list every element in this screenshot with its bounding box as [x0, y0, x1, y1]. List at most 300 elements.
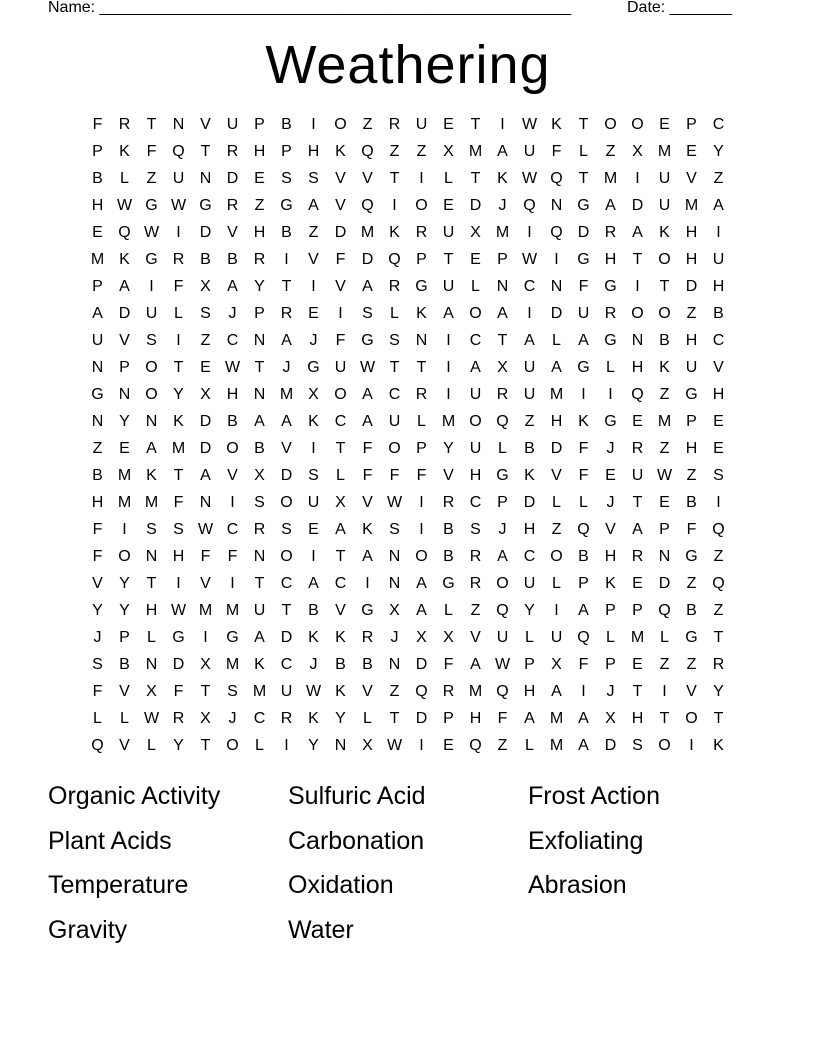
grid-cell: E [632, 656, 643, 673]
grid-cell: Q [469, 737, 482, 754]
grid-cell: V [227, 224, 238, 241]
grid-cell: I [608, 386, 613, 403]
grid-cell: O [388, 440, 401, 457]
grid-cell: N [496, 278, 509, 295]
grid-cell: V [362, 683, 373, 700]
grid-cell: Z [146, 170, 157, 187]
grid-cell: C [226, 521, 239, 538]
grid-cell: A [632, 224, 643, 241]
grid-cell: U [523, 359, 536, 376]
grid-cell: Q [577, 521, 590, 538]
grid-cell: A [713, 197, 724, 214]
grid-cell: C [280, 575, 293, 592]
grid-cell: M [495, 224, 510, 241]
grid-cell: S [254, 494, 265, 511]
grid-cell: N [631, 332, 644, 349]
grid-cell: V [335, 197, 346, 214]
grid-cell: U [91, 332, 104, 349]
grid-cell: O [334, 386, 347, 403]
grid-cell: F [443, 656, 454, 673]
grid-cell: C [469, 494, 482, 511]
grid-cell: J [606, 494, 615, 511]
grid-cell: I [176, 575, 181, 592]
grid-cell: V [335, 278, 346, 295]
grid-cell: I [284, 251, 289, 268]
grid-cell: O [334, 116, 347, 133]
grid-cell: I [419, 737, 424, 754]
grid-cell: A [308, 575, 319, 592]
grid-cell: G [415, 278, 428, 295]
grid-cell: B [362, 656, 373, 673]
grid-cell: O [550, 548, 563, 565]
grid-cell: J [309, 656, 318, 673]
grid-cell: B [92, 170, 103, 187]
grid-cell: E [254, 170, 265, 187]
grid-cell: U [631, 467, 644, 484]
grid-cell: H [631, 359, 644, 376]
grid-cell: L [336, 467, 345, 484]
grid-cell: P [632, 602, 643, 619]
grid-cell: C [523, 278, 536, 295]
grid-cell: L [552, 494, 561, 511]
grid-cell: M [549, 710, 564, 727]
grid-cell: O [226, 440, 239, 457]
grid-cell: B [686, 494, 697, 511]
grid-cell: G [604, 332, 617, 349]
grid-cell: P [686, 413, 697, 430]
grid-cell: R [442, 683, 455, 700]
grid-cell: V [362, 494, 373, 511]
grid-cell: N [145, 656, 158, 673]
grid-cell: D [199, 440, 212, 457]
grid-cell: X [254, 467, 265, 484]
grid-cell: B [227, 251, 238, 268]
grid-cell: I [446, 332, 451, 349]
grid-cell: M [252, 683, 267, 700]
grid-cell: G [145, 197, 158, 214]
grid-cell: M [630, 629, 645, 646]
grid-cell: O [631, 305, 644, 322]
grid-cell: K [551, 116, 562, 133]
grid-cell: M [657, 413, 672, 430]
word-list [48, 776, 768, 954]
grid-cell: L [93, 710, 102, 727]
grid-cell: B [254, 440, 265, 457]
grid-cell: N [118, 386, 131, 403]
grid-cell: I [392, 197, 397, 214]
grid-cell: Y [443, 440, 454, 457]
grid-cell: V [551, 467, 562, 484]
grid-cell: A [119, 278, 130, 295]
grid-cell: R [253, 251, 266, 268]
grid-cell: A [362, 413, 373, 430]
grid-cell: D [226, 170, 239, 187]
grid-cell: Q [118, 224, 131, 241]
word-list-item: Water [288, 915, 354, 944]
grid-cell: B [578, 548, 589, 565]
grid-cell: A [551, 683, 562, 700]
grid-cell: H [469, 710, 482, 727]
grid-cell: M [468, 683, 483, 700]
grid-cell: A [281, 413, 292, 430]
grid-cell: X [200, 656, 211, 673]
grid-cell: B [335, 656, 346, 673]
grid-cell: Q [658, 602, 671, 619]
grid-cell: N [388, 656, 401, 673]
grid-cell: U [577, 305, 590, 322]
grid-cell: X [362, 737, 373, 754]
grid-cell: P [119, 629, 130, 646]
grid-cell: J [93, 629, 102, 646]
grid-cell: N [91, 413, 104, 430]
word-search-grid [84, 111, 732, 759]
grid-cell: W [494, 656, 511, 673]
grid-cell: A [335, 521, 346, 538]
grid-cell: A [362, 278, 373, 295]
grid-cell: M [117, 494, 132, 511]
grid-cell: M [225, 656, 240, 673]
grid-cell: B [227, 413, 238, 430]
grid-cell: I [122, 521, 127, 538]
grid-cell: P [281, 143, 292, 160]
grid-cell: I [419, 170, 424, 187]
grid-cell: D [523, 494, 536, 511]
grid-cell: J [228, 710, 237, 727]
grid-cell: L [606, 359, 615, 376]
grid-cell: W [170, 197, 187, 214]
grid-cell: L [120, 710, 129, 727]
grid-cell: X [416, 629, 427, 646]
grid-cell: E [443, 197, 454, 214]
grid-cell: N [658, 548, 671, 565]
grid-cell: T [254, 575, 265, 592]
grid-cell: A [578, 737, 589, 754]
grid-cell: M [360, 224, 375, 241]
grid-cell: I [311, 116, 316, 133]
grid-cell: Q [388, 251, 401, 268]
grid-cell: W [656, 467, 673, 484]
grid-cell: A [416, 602, 427, 619]
grid-cell: Q [712, 521, 725, 538]
grid-cell: T [578, 170, 589, 187]
grid-cell: F [578, 467, 589, 484]
grid-cell: R [253, 521, 266, 538]
grid-cell: H [604, 251, 617, 268]
grid-cell: Z [686, 575, 697, 592]
grid-cell: X [605, 710, 616, 727]
grid-cell: W [197, 521, 214, 538]
grid-cell: K [335, 629, 346, 646]
grid-cell: I [635, 278, 640, 295]
grid-cell: I [662, 683, 667, 700]
grid-cell: P [497, 251, 508, 268]
grid-cell: Z [713, 548, 724, 565]
grid-cell: U [469, 386, 482, 403]
grid-cell: X [497, 359, 508, 376]
grid-cell: Q [550, 224, 563, 241]
grid-cell: T [389, 170, 400, 187]
grid-cell: A [578, 602, 589, 619]
grid-cell: H [253, 224, 266, 241]
grid-cell: S [146, 332, 157, 349]
grid-cell: N [199, 170, 212, 187]
grid-cell: E [119, 440, 130, 457]
grid-cell: K [659, 224, 670, 241]
grid-cell: E [200, 359, 211, 376]
grid-cell: A [497, 305, 508, 322]
grid-cell: E [470, 251, 481, 268]
grid-cell: N [199, 494, 212, 511]
grid-cell: N [388, 548, 401, 565]
grid-cell: P [254, 305, 265, 322]
grid-cell: B [443, 548, 454, 565]
grid-cell: A [254, 629, 265, 646]
grid-cell: X [389, 602, 400, 619]
grid-cell: I [365, 575, 370, 592]
grid-cell: U [550, 629, 563, 646]
grid-cell: P [443, 710, 454, 727]
grid-cell: H [712, 278, 725, 295]
grid-cell: O [280, 494, 293, 511]
grid-cell: A [497, 548, 508, 565]
grid-cell: S [308, 170, 319, 187]
grid-cell: L [147, 737, 156, 754]
grid-cell: X [200, 278, 211, 295]
grid-cell: P [605, 602, 616, 619]
grid-cell: I [716, 494, 721, 511]
grid-cell: E [686, 143, 697, 160]
grid-cell: V [686, 683, 697, 700]
grid-cell: T [713, 710, 724, 727]
grid-cell: N [145, 413, 158, 430]
grid-cell: Q [550, 170, 563, 187]
grid-cell: H [172, 548, 185, 565]
grid-cell: Q [172, 143, 185, 160]
grid-cell: B [443, 521, 454, 538]
grid-cell: H [685, 332, 698, 349]
grid-cell: U [307, 494, 320, 511]
grid-cell: Z [659, 656, 670, 673]
grid-cell: O [631, 116, 644, 133]
grid-cell: L [174, 305, 183, 322]
grid-cell: R [226, 143, 239, 160]
word-list-item: Sulfuric Acid [288, 782, 426, 810]
grid-cell: N [550, 197, 563, 214]
grid-cell: R [604, 305, 617, 322]
grid-cell: T [200, 683, 211, 700]
grid-cell: I [149, 278, 154, 295]
grid-cell: Y [173, 737, 184, 754]
grid-cell: E [713, 413, 724, 430]
grid-cell: A [443, 305, 454, 322]
grid-cell: O [415, 197, 428, 214]
grid-cell: F [416, 467, 427, 484]
grid-cell: G [280, 197, 293, 214]
grid-cell: M [684, 197, 699, 214]
grid-cell: A [524, 332, 535, 349]
grid-cell: T [200, 737, 211, 754]
grid-cell: F [173, 278, 184, 295]
grid-cell: K [308, 413, 319, 430]
grid-cell: Z [551, 521, 562, 538]
date-field[interactable]: Date: _______ [627, 0, 732, 16]
grid-cell: Z [713, 602, 724, 619]
grid-cell: H [469, 467, 482, 484]
grid-cell: A [254, 413, 265, 430]
grid-cell: D [118, 305, 131, 322]
grid-cell: H [91, 494, 104, 511]
grid-cell: A [524, 710, 535, 727]
grid-cell: L [525, 629, 534, 646]
grid-cell: N [91, 359, 104, 376]
grid-cell: A [227, 278, 238, 295]
grid-cell: F [686, 521, 697, 538]
grid-cell: L [498, 440, 507, 457]
grid-cell: O [415, 548, 428, 565]
grid-cell: A [362, 548, 373, 565]
grid-cell: F [551, 143, 562, 160]
grid-cell: P [92, 143, 103, 160]
grid-cell: I [527, 305, 532, 322]
grid-cell: U [253, 602, 266, 619]
grid-cell: G [226, 629, 239, 646]
grid-cell: A [146, 440, 157, 457]
grid-cell: T [713, 629, 724, 646]
grid-cell: B [119, 656, 130, 673]
name-field[interactable]: Name: _____________________________________________________ [48, 0, 572, 16]
grid-cell: H [712, 386, 725, 403]
grid-cell: T [173, 467, 184, 484]
grid-cell: H [91, 197, 104, 214]
grid-cell: D [172, 656, 185, 673]
grid-cell: D [685, 278, 698, 295]
grid-cell: R [712, 656, 725, 673]
grid-cell: H [550, 413, 563, 430]
grid-cell: A [578, 710, 589, 727]
grid-cell: T [146, 575, 157, 592]
grid-cell: V [119, 332, 130, 349]
grid-cell: L [552, 575, 561, 592]
grid-cell: J [606, 683, 615, 700]
grid-cell: W [359, 359, 376, 376]
grid-cell: R [496, 386, 509, 403]
grid-cell: K [335, 143, 346, 160]
grid-cell: Z [605, 143, 616, 160]
grid-cell: F [362, 467, 373, 484]
grid-cell: R [388, 116, 401, 133]
grid-cell: P [578, 575, 589, 592]
grid-cell: W [386, 737, 403, 754]
grid-cell: T [281, 278, 292, 295]
grid-cell: G [442, 575, 455, 592]
grid-cell: L [147, 629, 156, 646]
grid-cell: D [550, 440, 563, 457]
grid-cell: N [415, 332, 428, 349]
grid-cell: W [305, 683, 322, 700]
grid-cell: A [578, 332, 589, 349]
grid-cell: M [657, 143, 672, 160]
grid-cell: C [280, 656, 293, 673]
grid-cell: F [146, 143, 157, 160]
grid-cell: P [119, 359, 130, 376]
grid-cell: W [224, 359, 241, 376]
grid-cell: O [145, 359, 158, 376]
grid-cell: I [554, 251, 559, 268]
grid-cell: S [308, 467, 319, 484]
grid-cell: F [578, 440, 589, 457]
word-list-item: Oxidation [288, 871, 394, 899]
grid-cell: U [415, 116, 428, 133]
grid-cell: E [713, 440, 724, 457]
grid-cell: A [470, 359, 481, 376]
grid-cell: B [659, 332, 670, 349]
grid-cell: A [362, 386, 373, 403]
grid-cell: B [686, 602, 697, 619]
grid-cell: U [469, 440, 482, 457]
grid-cell: G [91, 386, 104, 403]
grid-cell: G [604, 278, 617, 295]
word-list-item: Gravity [48, 915, 128, 944]
grid-cell: B [281, 224, 292, 241]
grid-cell: D [550, 305, 563, 322]
grid-cell: F [92, 521, 103, 538]
grid-cell: P [254, 116, 265, 133]
grid-cell: O [280, 548, 293, 565]
grid-cell: Q [361, 197, 374, 214]
grid-cell: G [577, 197, 590, 214]
grid-cell: K [713, 737, 724, 754]
grid-cell: T [389, 359, 400, 376]
grid-cell: H [523, 683, 536, 700]
word-list-item: Temperature [48, 871, 189, 899]
grid-cell: U [523, 575, 536, 592]
grid-cell: N [145, 548, 158, 565]
grid-cell: D [280, 629, 293, 646]
grid-cell: S [632, 737, 643, 754]
grid-cell: Q [577, 629, 590, 646]
grid-cell: O [658, 737, 671, 754]
grid-cell: A [605, 197, 616, 214]
grid-cell: V [470, 629, 481, 646]
grid-cell: T [254, 359, 265, 376]
grid-cell: K [173, 413, 184, 430]
grid-cell: W [116, 197, 133, 214]
grid-cell: T [659, 710, 670, 727]
grid-cell: E [659, 116, 670, 133]
grid-cell: E [632, 575, 643, 592]
grid-cell: I [581, 386, 586, 403]
grid-cell: K [254, 656, 265, 673]
grid-cell: P [605, 656, 616, 673]
grid-cell: O [604, 116, 617, 133]
grid-cell: T [200, 143, 211, 160]
grid-cell: I [689, 737, 694, 754]
grid-cell: R [469, 548, 482, 565]
grid-cell: B [92, 467, 103, 484]
grid-cell: T [416, 359, 427, 376]
grid-cell: D [577, 224, 590, 241]
word-list-item: Abrasion [528, 871, 627, 899]
grid-cell: V [335, 170, 346, 187]
grid-cell: H [685, 440, 698, 457]
grid-cell: L [390, 305, 399, 322]
grid-cell: Q [91, 737, 104, 754]
grid-cell: N [334, 737, 347, 754]
grid-cell: Y [713, 683, 724, 700]
grid-cell: I [311, 278, 316, 295]
grid-cell: S [389, 521, 400, 538]
grid-cell: S [227, 683, 238, 700]
